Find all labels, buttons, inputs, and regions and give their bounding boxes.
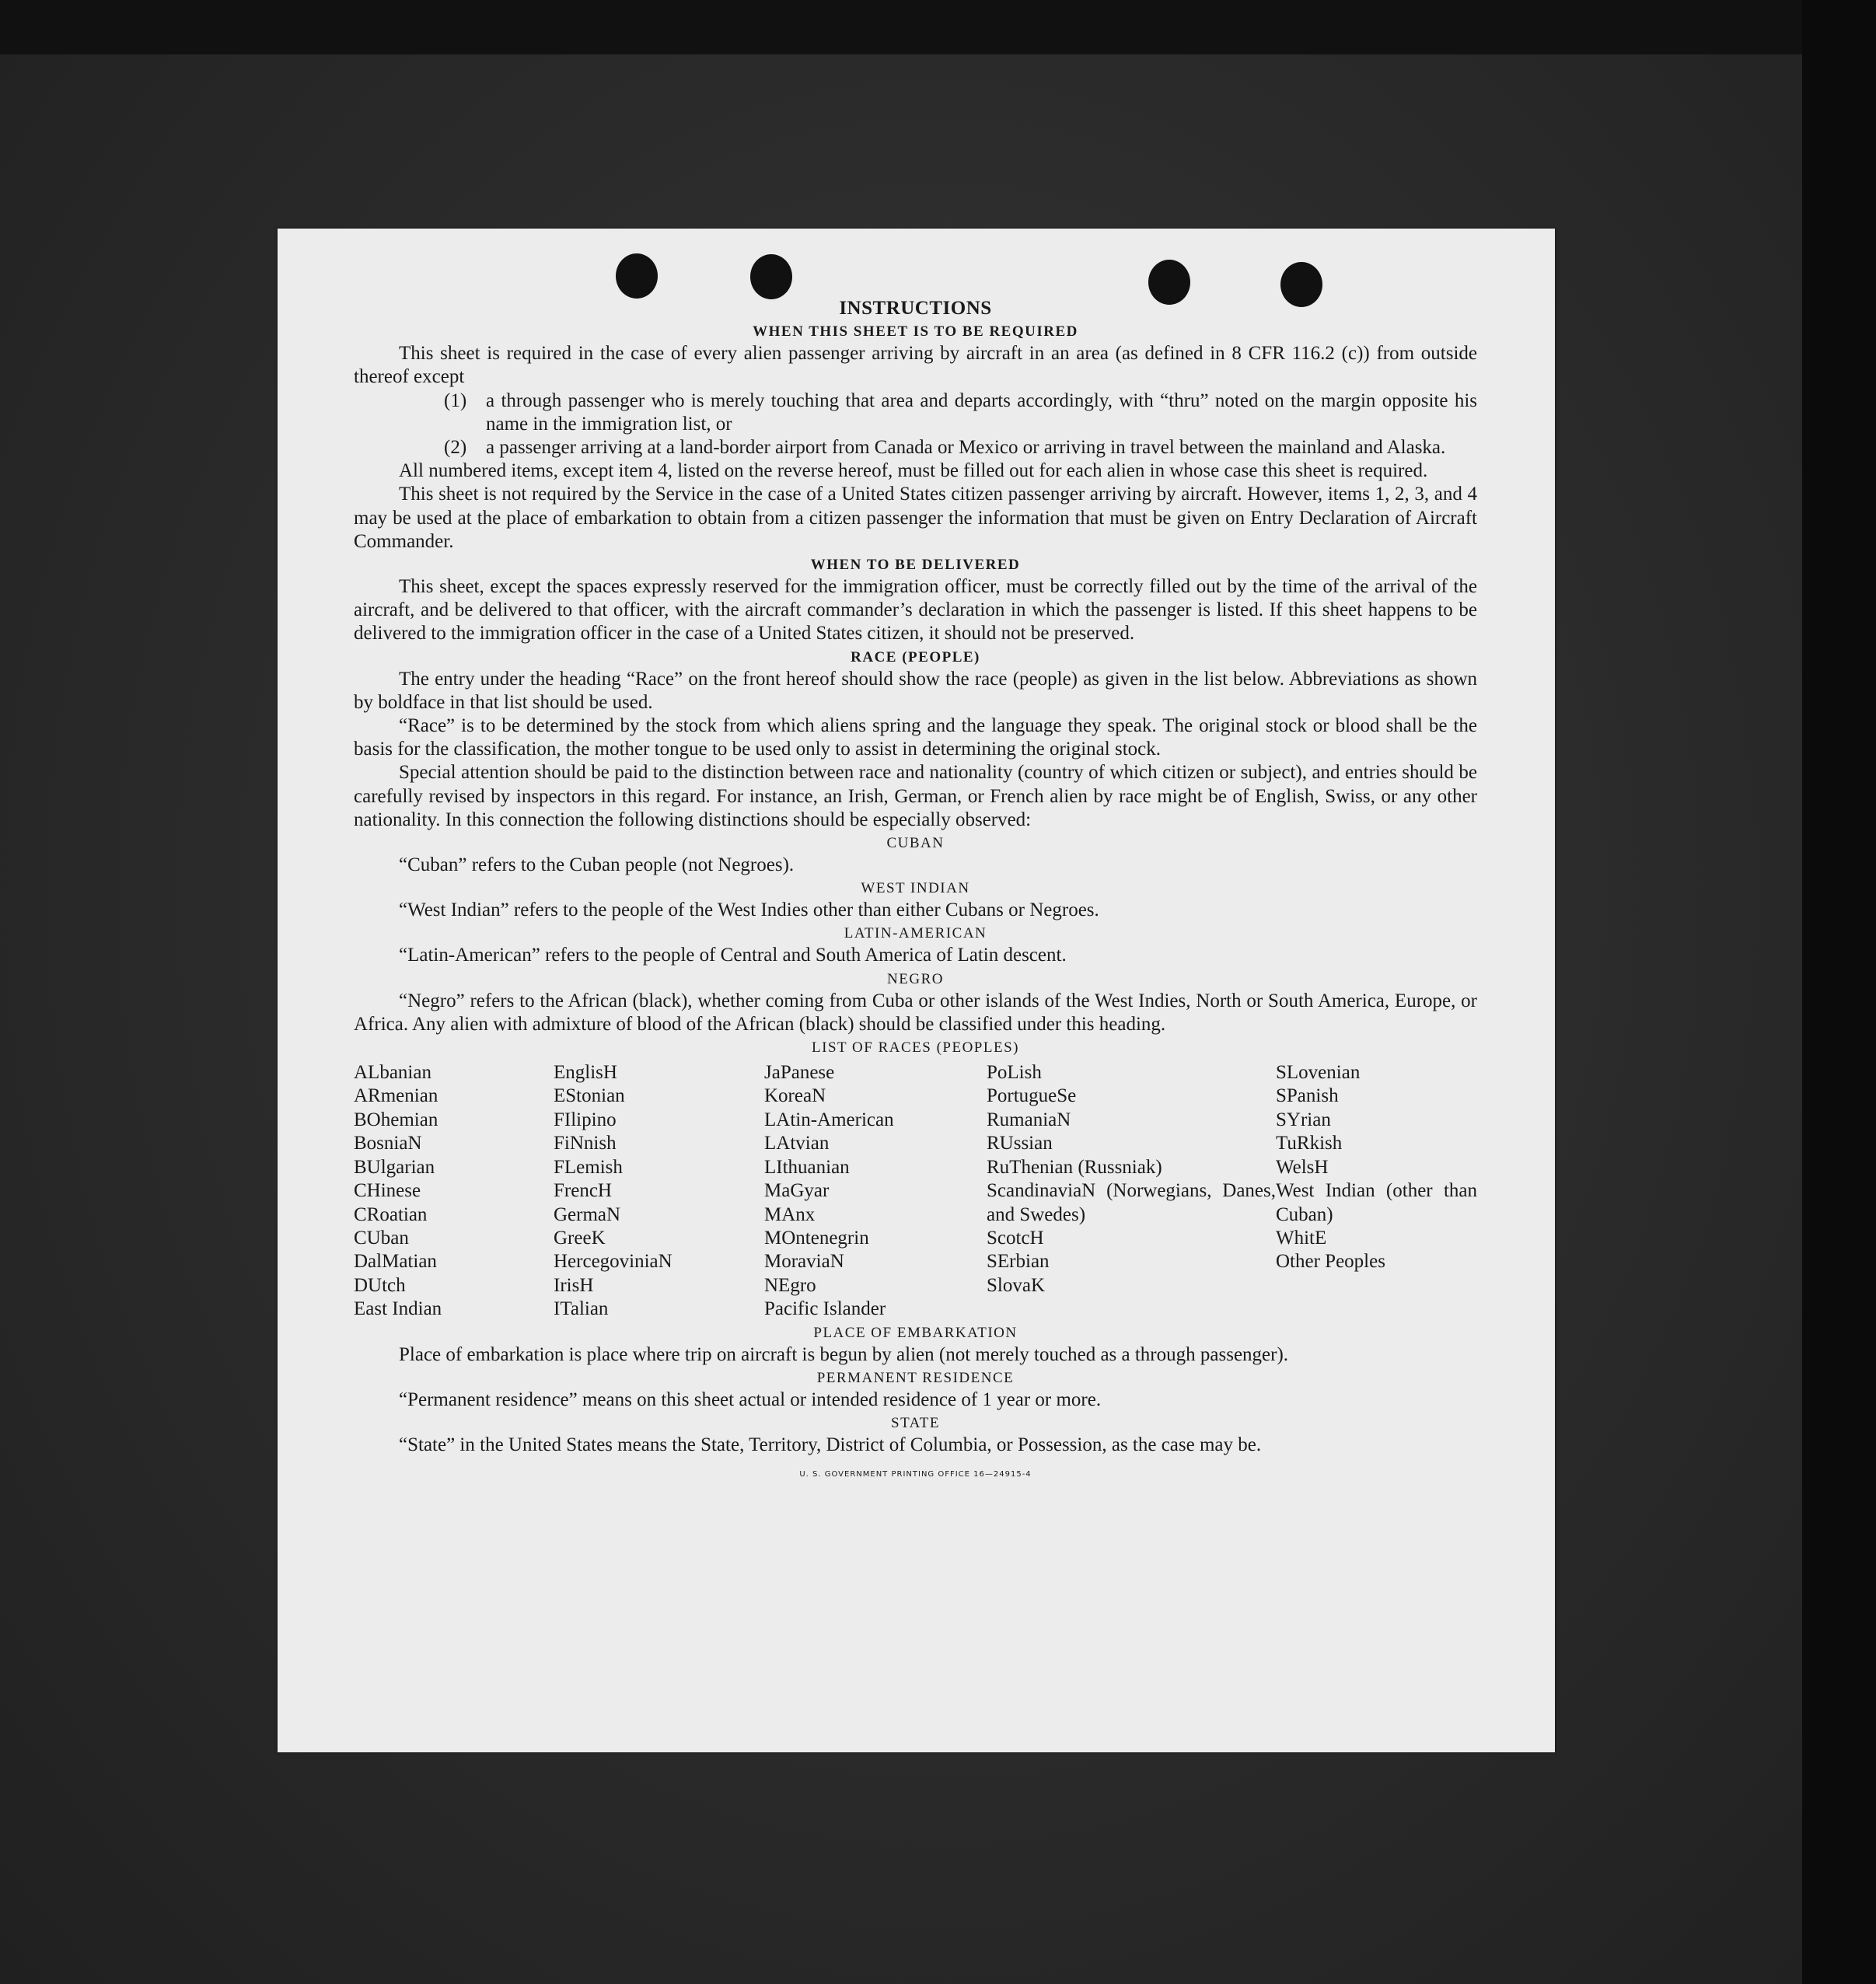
race-entry: ALbanian — [354, 1062, 431, 1084]
race-entry: KoreaN — [764, 1085, 826, 1107]
race-entry: MaGyar — [764, 1180, 830, 1202]
race-entry: BUlgarian — [354, 1156, 435, 1178]
heading-west-indian: WEST INDIAN — [861, 880, 970, 897]
race-entry: FIlipino — [554, 1109, 617, 1130]
race-column — [764, 1061, 987, 1321]
race-entry: NEgro — [764, 1274, 816, 1296]
item-text: a through passenger who is merely touching that area and departs accordingly, with “thru” noted on the margin opposite his name in the immigration list, or — [486, 389, 1477, 435]
paragraph: All numbered items, except item 4, listed on the reverse hereof, must be filled out for each alien in whose case this sheet is required. — [399, 460, 1428, 482]
race-entry: SYrian — [1276, 1109, 1331, 1130]
race-entry: FLemish — [554, 1156, 623, 1178]
race-column — [354, 1061, 554, 1321]
heading-embarkation: PLACE OF EMBARKATION — [813, 1324, 1018, 1341]
paragraph: This sheet is required in the case of every alien passenger arriving by aircraft in an area (as defined in 8 CFR 116.2 (c)) from outside thereof except — [354, 343, 1477, 388]
race-list — [354, 1061, 1477, 1321]
race-column — [554, 1061, 764, 1321]
race-entry: PoLish — [987, 1062, 1042, 1084]
race-entry: SlovaK — [987, 1274, 1045, 1296]
paragraph: “West Indian” refers to the people of the West Indies other than either Cubans or Negroes. — [399, 899, 1099, 921]
race-entry: SLovenian — [1276, 1062, 1361, 1084]
heading-when-delivered: WHEN TO BE DELIVERED — [810, 557, 1021, 574]
race-entry: Other Peoples — [1276, 1251, 1385, 1273]
item-number: (1) — [444, 389, 467, 411]
race-column — [1276, 1061, 1477, 1321]
race-column — [987, 1061, 1276, 1321]
paragraph: “Latin-American” refers to the people of Central and South America of Latin descent. — [399, 945, 1067, 966]
paragraph: “Cuban” refers to the Cuban people (not Negroes). — [399, 854, 795, 876]
scan-top-edge — [0, 0, 1876, 54]
race-entry: SPanish — [1276, 1085, 1339, 1107]
race-entry: LAtvian — [764, 1133, 830, 1154]
heading-list-of-races: LIST OF RACES (PEOPLES) — [812, 1039, 1019, 1057]
item-number: (2) — [444, 437, 467, 459]
race-entry: GreeK — [554, 1227, 606, 1249]
race-entry: SErbian — [987, 1251, 1050, 1273]
punch-hole — [616, 253, 658, 299]
heading-permanent-residence: PERMANENT RESIDENCE — [816, 1369, 1015, 1386]
heading-when-required: WHEN THIS SHEET IS TO BE REQUIRED — [753, 323, 1078, 341]
paragraph: “State” in the United States means the State, Territory, District of Columbia, or Possession, as the case may be. — [399, 1434, 1262, 1455]
race-entry: MoraviaN — [764, 1251, 844, 1273]
heading-cuban: CUBAN — [886, 835, 945, 852]
race-entry: JaPanese — [764, 1062, 835, 1084]
race-entry: Pacific Islander — [764, 1298, 886, 1320]
printer-imprint: U. S. GOVERNMENT PRINTING OFFICE 16—24915-4 — [799, 1470, 1032, 1479]
race-entry: WhitE — [1276, 1227, 1327, 1249]
race-entry: FrencH — [554, 1180, 612, 1202]
race-entry: CRoatian — [354, 1203, 428, 1225]
race-entry: FiNnish — [554, 1133, 617, 1154]
race-entry: BOhemian — [354, 1109, 438, 1130]
race-entry: LAtin-American — [764, 1109, 894, 1130]
race-entry: RuThenian (Russniak) — [987, 1156, 1162, 1178]
race-entry: MAnx — [764, 1203, 816, 1225]
race-entry: BosniaN — [354, 1133, 422, 1154]
list-item — [354, 436, 1477, 459]
race-entry: CUban — [354, 1227, 409, 1249]
heading-race: RACE (PEOPLE) — [851, 648, 980, 665]
race-entry: TuRkish — [1276, 1133, 1343, 1154]
paragraph: The entry under the heading “Race” on the front hereof should show the race (people) as given in the list below. Abbreviations as shown by boldface in that list should be used. — [354, 668, 1477, 713]
race-entry: East Indian — [354, 1298, 442, 1320]
document-sheet — [278, 229, 1555, 1752]
document-title: INSTRUCTIONS — [839, 298, 992, 319]
paragraph: Special attention should be paid to the distinction between race and nationality (country of which citizen or subject), and entries should be carefully revised by inspectors in this regard. For instance, an Irish, German, or French alien by race might be of English, Swiss, or any other nationality. In this connection the following distinctions should be especially observed: — [354, 762, 1477, 830]
heading-latin-american: LATIN-AMERICAN — [844, 925, 987, 942]
document-body — [354, 297, 1477, 1486]
race-entry: HercegoviniaN — [554, 1251, 672, 1273]
race-entry: ScotcH — [987, 1227, 1044, 1249]
punch-hole — [750, 254, 792, 299]
paragraph: This sheet, except the spaces expressly reserved for the immigration officer, must be correctly filled out by the time of the arrival of the aircraft, and be delivered to that officer, with the aircraft commander’s declaration in which the passenger is listed. If this sheet happens to be delivered to the immigration officer in the case of a United States citizen, it should not be preserved. — [354, 576, 1477, 644]
paragraph: “Race” is to be determined by the stock from which aliens spring and the language they speak. The original stock or blood shall be the basis for the classification, the mother tongue to be used only to assist in determining the original stock. — [354, 715, 1477, 760]
race-entry: ARmenian — [354, 1085, 438, 1107]
race-entry: DUtch — [354, 1274, 406, 1296]
heading-negro: NEGRO — [887, 970, 944, 987]
paragraph: “Permanent residence” means on this sheet actual or intended residence of 1 year or more. — [399, 1388, 1102, 1410]
paragraph: This sheet is not required by the Service in the case of a United States citizen passenger arriving by aircraft. However, items 1, 2, 3, and 4 may be used at the place of embarkation to obtain from a citizen passenger the information that must be given on Entry Declaration of Aircraft Commander. — [354, 484, 1477, 552]
list-item — [354, 389, 1477, 436]
race-entry: West Indian (other than Cuban) — [1276, 1180, 1477, 1225]
race-entry: CHinese — [354, 1180, 421, 1202]
race-entry: RUssian — [987, 1133, 1053, 1154]
race-entry: RumaniaN — [987, 1109, 1071, 1130]
race-entry: GermaN — [554, 1203, 621, 1225]
race-entry: LIthuanian — [764, 1156, 850, 1178]
race-entry: MOntenegrin — [764, 1227, 869, 1249]
paragraph: “Negro” refers to the African (black), whether coming from Cuba or other islands of the West Indies, North or South America, Europe, or Africa. Any alien with admixture of blood of the African (black) should be classified under this heading. — [354, 990, 1477, 1035]
race-entry: EnglisH — [554, 1062, 617, 1084]
paragraph: Place of embarkation is place where trip on aircraft is begun by alien (not merely touched as a through passenger). — [399, 1343, 1289, 1365]
heading-state: STATE — [891, 1414, 940, 1431]
race-entry: DalMatian — [354, 1251, 437, 1273]
race-entry: ScandinaviaN (Norwegians, Danes, and Swedes) — [987, 1180, 1276, 1225]
race-entry: PortugueSe — [987, 1085, 1077, 1107]
race-entry: WelsH — [1276, 1156, 1329, 1178]
race-entry: EStonian — [554, 1085, 625, 1107]
scan-right-edge — [1802, 0, 1876, 1984]
item-text: a passenger arriving at a land-border airport from Canada or Mexico or arriving in travel between the mainland and Alaska. — [486, 437, 1446, 459]
race-entry: IrisH — [554, 1274, 594, 1296]
race-entry: ITalian — [554, 1298, 609, 1320]
